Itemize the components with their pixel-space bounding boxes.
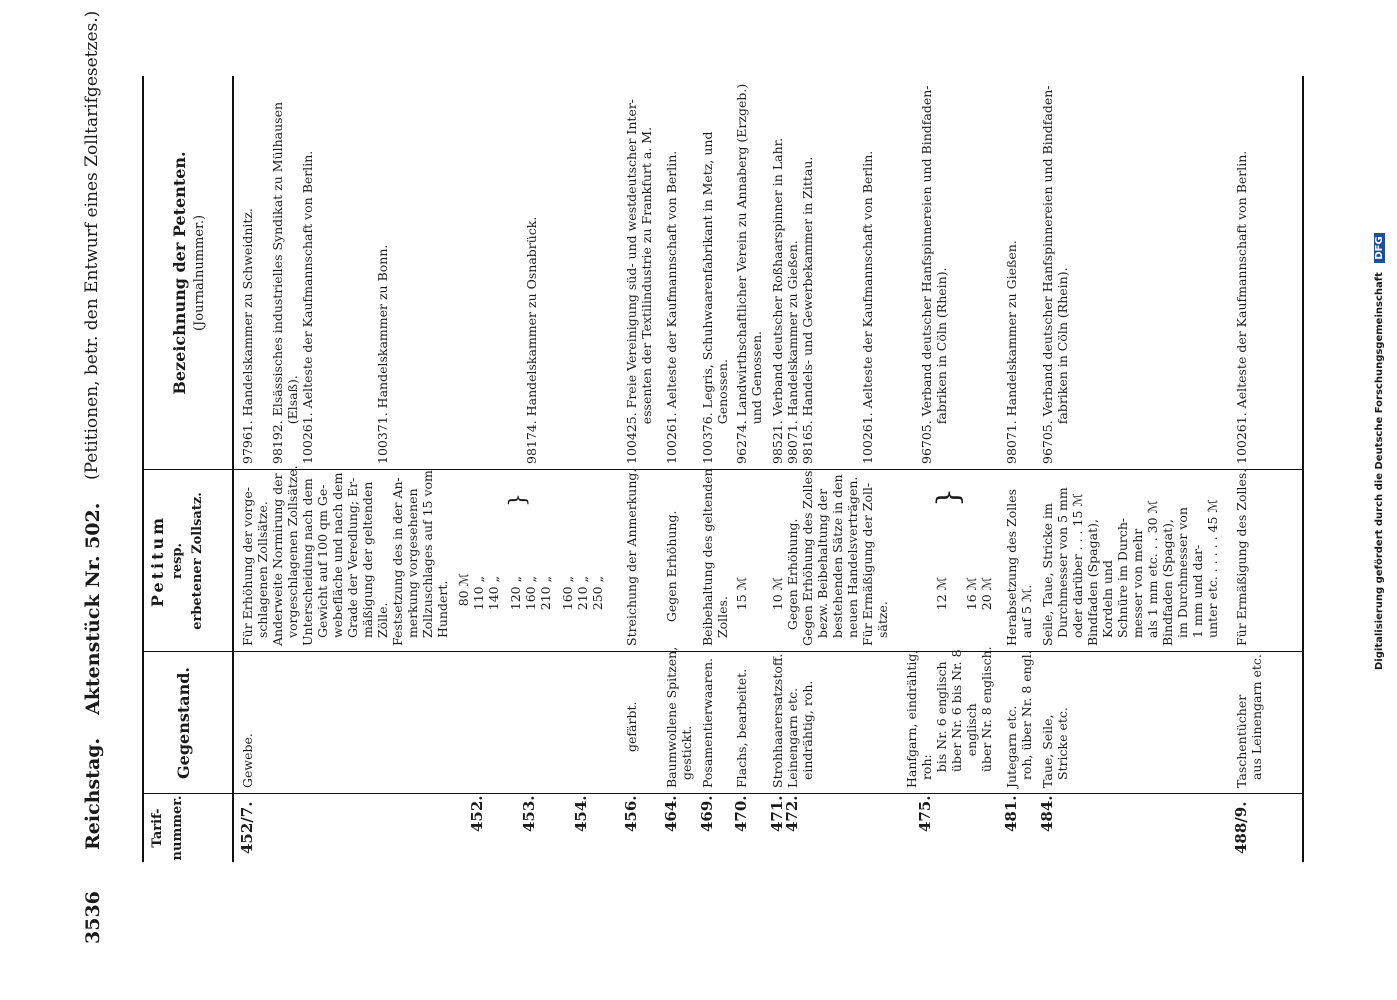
- header-left-title: Reichstag.: [82, 737, 104, 850]
- petenten-text: 100376. Legris, Schuhwaarenfabrikant in Metz, und Genossen.: [700, 131, 730, 464]
- tarif-number: 481.: [1002, 795, 1020, 832]
- petitum-text: 15 ℳ: [734, 576, 749, 646]
- sidebar-text: Digitalisierung gefördert durch die Deutsche Forschungsgemeinschaft: [1374, 272, 1385, 670]
- petenten-text: 96705. Verband deutscher Hanfspinnereien und Bindfaden- fabriken in Cöln (Rhein).: [1040, 85, 1070, 464]
- petitum-text: Beibehaltung des geltenden Zolles.: [700, 468, 730, 646]
- colhead-petitum: [148, 470, 208, 652]
- petitum-text: Streichung der Anmerkung.: [624, 468, 639, 646]
- petenten-text: 98174. Handelskammer zu Osnabrück.: [524, 216, 539, 464]
- tarif-number: 456.: [622, 795, 640, 832]
- colhead-petitum-title: Petitum: [148, 514, 167, 608]
- petitum-text: Für Erhöhung der vorge- schlagenen Zollsätze. Anderweite Normirung der vorgeschlagenen Zollsätze. Unterscheidung nach dem Gewicht auf 100 qm Ge- webefläche und nach dem Grade der Veredlung; Er- mäßigung der geltenden Zölle. Festsetzung des in der An- merkung vorgesehenen Zollzuschlages auf 15 vom Hundert.: [240, 465, 450, 646]
- gegenstand-text: Baumwollene Spitzen, gestickt.: [664, 646, 694, 788]
- brace-mark: }: [931, 487, 966, 507]
- header-subject: (Petitionen, betr. den Entwurf eines Zolltarifgesetzes.): [82, 10, 102, 480]
- colhead-tarif: Tarif- nummer.: [150, 795, 185, 861]
- petenten-text: 100261. Aelteste der Kaufmannschaft von Berlin.: [664, 150, 679, 464]
- petenten-text: 96274. Landwirthschaftlicher Verein zu Annaberg (Erzgeb.) und Genossen.: [734, 83, 764, 464]
- gegenstand-text: gefärbt.: [624, 701, 639, 752]
- gegenstand-text: Posamentierwaaren.: [700, 658, 715, 788]
- page-header: [82, 0, 130, 1000]
- tarif-number: 454.: [572, 795, 590, 832]
- digitization-note: [1374, 0, 1392, 1000]
- petitum-text: 12 ℳ 16 ℳ 20 ℳ: [934, 576, 994, 611]
- page-number: 3536: [82, 891, 104, 944]
- colhead-petenten-title: Bezeichnung der Petenten.: [170, 151, 189, 395]
- colhead-gegenstand: Gegenstand.: [174, 667, 193, 779]
- colhead-petenten: [170, 76, 210, 470]
- tarif-number: 470.: [732, 795, 750, 832]
- petenten-text: 98521. Verband deutscher Roßhaarspinner in Lahr. 98071. Handelskammer zu Gießen. 98165. Handels- und Gewerbekammer in Zittau. 100261. Aelteste der Kaufmannschaft von Berlin.: [770, 137, 875, 464]
- petenten-text: 100261. Aelteste der Kaufmannschaft von Berlin.: [1234, 150, 1249, 464]
- tarif-number: 464.: [662, 795, 680, 832]
- petitum-text: 10 ℳ Gegen Erhöhung. Gegen Erhöhung des Zolles bezw. Beibehaltung der bestehenden Sätze in den neuen Handelsverträgen. Für Ermäßigung der Zoll- sätze.: [770, 470, 890, 646]
- col-divider: [144, 651, 1302, 652]
- petitum-text: Herabsetzung des Zolles auf 5 ℳ.: [1004, 488, 1034, 646]
- gegenstand-text: Gewebe.: [240, 733, 255, 788]
- gegenstand-text: Flachs, bearbeitet.: [734, 668, 749, 788]
- tarif-number: 484.: [1038, 795, 1056, 832]
- tarif-number: 488/9.: [1232, 801, 1250, 854]
- col-divider: [144, 793, 1302, 794]
- petitum-text: 160 „ 210 „ 250 „: [560, 575, 605, 611]
- colhead-petitum-sub: resp. erbetener Zollsatz.: [170, 492, 205, 630]
- gegenstand-text: Hanfgarn, eindrähtig, roh: bis Nr. 6 englisch über Nr. 6 bis Nr. 8 englisch über Nr. 8 englisch.: [904, 646, 994, 788]
- petitum-text: Gegen Erhöhung.: [664, 510, 679, 646]
- tarif-number: 475.: [916, 795, 934, 832]
- header-divider: [232, 76, 234, 862]
- petenten-text: 96705. Verband deutscher Hanfspinnereien und Bindfaden- fabriken in Cöln (Rhein).: [919, 85, 949, 464]
- petitum-text: Seile, Taue, Stricke im Durchmesser von 5 mm oder darüber . . . 15 ℳ Bindfaden (Spagat), Kordeln und Schnüre im Durch- messer von mehr als 1 mm etc. . . 30 ℳ Bindfaden (Spagat), im Durchmesser von 1 mm und dar- unter etc. . . . . . 45 ℳ: [1040, 487, 1220, 646]
- petitum-text: 80 ℳ 110 „ 140 „: [456, 573, 501, 611]
- petenten-text: 97961. Handelskammer zu Schweidnitz. 98192. Elsässisches industrielles Syndikat zu Mülhausen (Elsaß). 100261. Aelteste der Kaufmannschaft von Berlin. 100371. Handelskammer zu Bonn.: [240, 101, 390, 464]
- tarif-number: 453.: [520, 795, 538, 832]
- gegenstand-text: Taue, Seile, Stricke etc.: [1040, 707, 1070, 788]
- gegenstand-text: Jutegarn etc. roh, über Nr. 8 engl.: [1004, 650, 1034, 788]
- tarif-number: 471. 472.: [768, 795, 801, 832]
- brace-mark: }: [506, 493, 531, 507]
- gegenstand-text: Strohhaarersatzstoff. Leinengarn etc. eindrähtig, roh.: [770, 653, 815, 788]
- colhead-petenten-sub: (Journalnummer.): [192, 214, 207, 332]
- petenten-text: 100425. Freie Vereinigung süd- und westdeutscher Inter- essenten der Textilindustrie zu Frankfurt a. M.: [624, 98, 654, 464]
- gegenstand-text: Taschentücher aus Leinengarn etc.: [1234, 654, 1264, 788]
- petitum-text: 120 „ 160 „ 210 „: [508, 575, 553, 611]
- dfg-logo: DFG: [1374, 233, 1385, 262]
- petenten-text: 98071. Handelskammer zu Gießen.: [1004, 240, 1019, 464]
- petitum-text: Für Ermäßigung des Zolles.: [1234, 468, 1249, 646]
- tarif-number: 452/7.: [238, 801, 256, 854]
- tarif-number: 469.: [698, 795, 716, 832]
- header-doc-ref: Aktenstück Nr. 502.: [82, 502, 104, 715]
- tarif-number: 452.: [468, 795, 486, 832]
- petition-table: [142, 76, 1304, 862]
